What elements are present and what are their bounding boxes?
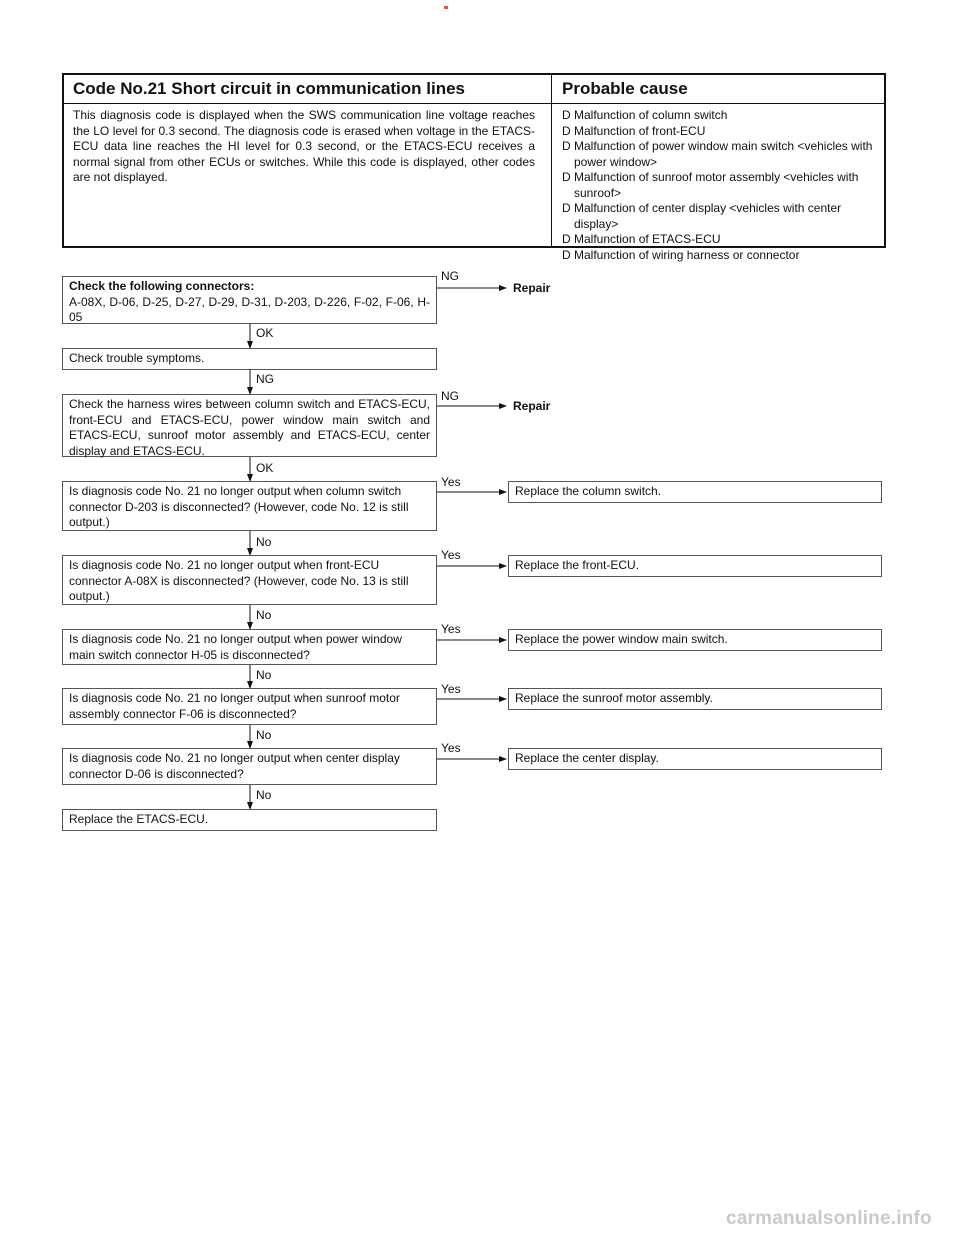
code-title: Code No.21 Short circuit in communication lines	[73, 79, 466, 98]
branch-label-ng: NG	[441, 389, 459, 403]
cause-item: D Malfunction of front-ECU	[562, 123, 706, 138]
cause-item: D Malfunction of wiring harness or connector	[562, 247, 800, 262]
branch-label-yes: Yes	[441, 682, 461, 696]
branch-label-no: No	[256, 608, 272, 622]
cause-item: D Malfunction of ETACS-ECU	[562, 232, 721, 246]
result-replace-power-window: Replace the power window main switch.	[508, 629, 882, 651]
bullet-icon: D	[562, 108, 571, 122]
result-replace-column-switch: Replace the column switch.	[508, 481, 882, 503]
result-replace-front-ecu: Replace the front-ECU.	[508, 555, 882, 577]
branch-label-yes: Yes	[441, 741, 461, 755]
bullet-icon: D	[562, 247, 571, 262]
repair-label-harness: Repair	[513, 399, 551, 413]
step-front-ecu-check: Is diagnosis code No. 21 no longer output when front-ECU connector A-08X is disconnected? (However, code No. 13 is still output.)	[62, 555, 437, 605]
step-replace-etacs: Replace the ETACS-ECU.	[62, 809, 437, 831]
bullet-icon: D	[562, 170, 571, 184]
step-column-switch-check: Is diagnosis code No. 21 no longer output when column switch connector D-203 is disconnected? (However, code No. 12 is still output.)	[62, 481, 437, 531]
result-replace-center-display: Replace the center display.	[508, 748, 882, 770]
branch-label-ng: NG	[441, 269, 459, 283]
step-check-connectors-text: A-08X, D-06, D-25, D-27, D-29, D-31, D-203, D-226, F-02, F-06, H-05	[69, 294, 430, 324]
branch-label-no: No	[256, 728, 272, 742]
step-check-symptoms: Check trouble symptoms.	[62, 348, 437, 370]
branch-label-ng: NG	[256, 372, 274, 386]
repair-label-connectors: Repair	[513, 281, 551, 295]
step-check-connectors	[62, 276, 437, 324]
code-description: This diagnosis code is displayed when the SWS communication line voltage reaches the LO level for 0.3 second. The diagnosis code is erased when voltage in the ETACS-ECU data line reaches the HI level for 0.3 second, or the ETACS-ECU receives a normal signal from other ECUs or switches. While this code is displayed, other codes are not displayed.	[73, 108, 535, 184]
branch-label-no: No	[256, 788, 272, 802]
watermark: carmanualsonline.info	[726, 1208, 932, 1229]
cause-item: D Malfunction of sunroof motor assembly <vehicles with sunroof>	[562, 170, 859, 200]
result-replace-sunroof: Replace the sunroof motor assembly.	[508, 688, 882, 710]
branch-label-yes: Yes	[441, 622, 461, 636]
cause-item: D Malfunction of power window main switch <vehicles with power window>	[562, 139, 873, 169]
branch-label-ok: OK	[256, 326, 274, 340]
bullet-icon: D	[562, 201, 571, 215]
branch-label-no: No	[256, 535, 272, 549]
bullet-icon: D	[562, 232, 571, 246]
step-power-window-check: Is diagnosis code No. 21 no longer output when power window main switch connector H-05 is disconnected?	[62, 629, 437, 665]
cause-item: D Malfunction of center display <vehicles with center display>	[562, 201, 842, 231]
step-center-display-check: Is diagnosis code No. 21 no longer output when center display connector D-06 is disconnected?	[62, 748, 437, 785]
branch-label-yes: Yes	[441, 548, 461, 562]
branch-label-no: No	[256, 668, 272, 682]
cause-item: D Malfunction of column switch	[562, 108, 728, 122]
step-check-harness: Check the harness wires between column switch and ETACS-ECU, front-ECU and ETACS-ECU, power window main switch and ETACS-ECU, sunroof motor assembly and ETACS-ECU, center display and ETACS-ECU.	[62, 394, 437, 457]
bullet-icon: D	[562, 139, 571, 153]
step-sunroof-check: Is diagnosis code No. 21 no longer output when sunroof motor assembly connector F-06 is disconnected?	[62, 688, 437, 725]
probable-cause-header: Probable cause	[562, 79, 688, 98]
step-check-connectors-title: Check the following connectors:	[69, 279, 255, 293]
bullet-icon: D	[562, 123, 571, 138]
branch-label-yes: Yes	[441, 475, 461, 489]
branch-label-ok: OK	[256, 461, 274, 475]
